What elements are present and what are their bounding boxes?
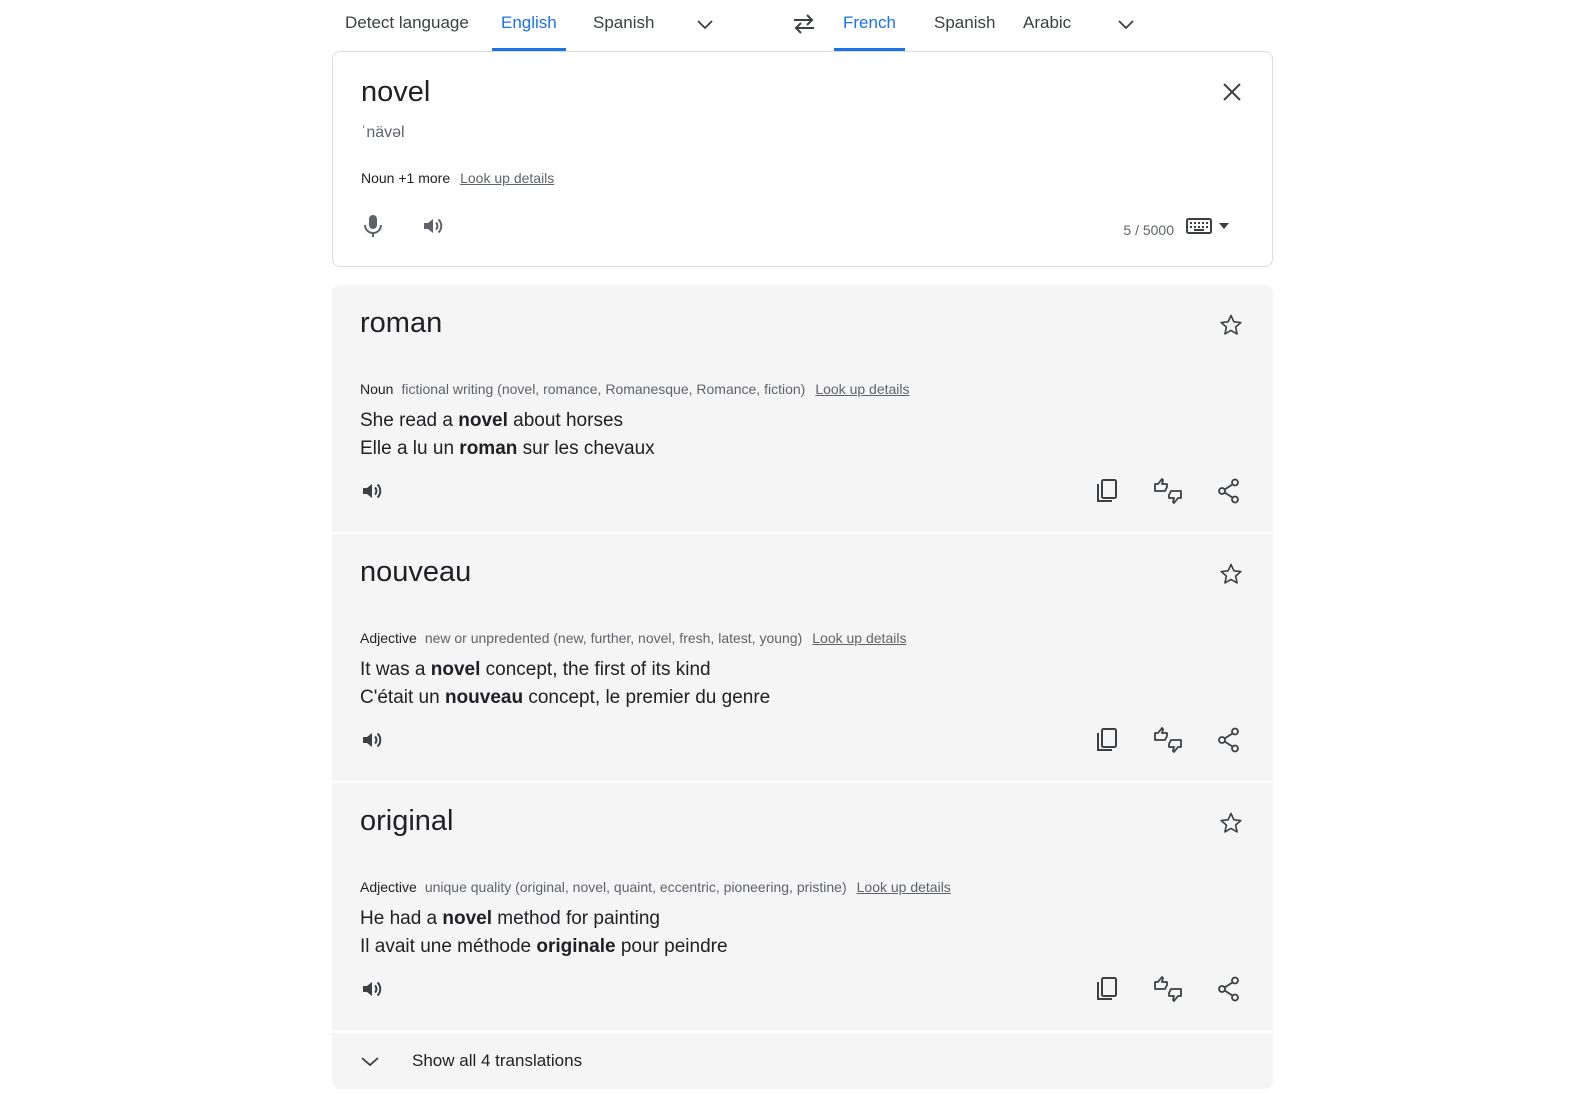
speaker-icon[interactable] [354,473,390,509]
definition-text: new or unpredented (new, further, novel, fresh, latest, young) [424,630,803,646]
definition-text: unique quality (original, novel, quaint, eccentric, pioneering, pristine) [424,879,847,895]
example-highlight: originale [536,936,616,957]
tab-source-english[interactable]: English [492,0,566,51]
translation-card [332,534,1273,781]
tab-target-spanish[interactable]: Spanish [934,13,996,32]
chevron-down-icon[interactable] [693,12,717,36]
part-of-speech: Adjective [360,630,417,646]
look-up-details-link[interactable]: Look up details [460,170,555,186]
star-icon[interactable] [1213,805,1249,841]
speaker-icon[interactable] [415,208,451,244]
example-highlight: novel [430,659,481,680]
star-icon[interactable] [1213,556,1249,592]
translation-word: original [360,805,454,837]
tab-source-spanish[interactable]: Spanish [593,13,655,32]
example-text: concept, the first of its kind [480,659,711,680]
example-text: He had a [360,908,443,929]
chevron-down-icon [352,1043,388,1079]
microphone-icon[interactable] [355,208,391,244]
share-icon[interactable] [1211,473,1247,509]
copy-icon[interactable] [1089,971,1125,1007]
example-text: sur les chevaux [517,438,655,459]
share-icon[interactable] [1211,722,1247,758]
source-input-card [332,51,1273,267]
example-highlight: novel [442,908,493,929]
pos-summary: Noun +1 more [361,170,451,186]
character-count: 5 / 5000 [1123,222,1174,238]
star-icon[interactable] [1213,307,1249,343]
language-bar [332,0,1273,52]
part-of-speech: Adjective [360,879,417,895]
source-text[interactable]: novel [361,76,431,108]
translation-card [332,783,1273,1030]
example-target [360,438,655,460]
translation-word: nouveau [360,556,472,588]
example-target [360,687,770,709]
example-source [360,659,711,681]
example-text: Il avait une méthode [360,936,537,957]
example-text: pour peindre [615,936,728,957]
example-source [360,908,660,930]
example-text: It was a [360,659,431,680]
phonetic-text: ˈnävəl [361,124,405,141]
divider [332,1030,1273,1032]
close-icon[interactable] [1214,74,1250,110]
look-up-details-link[interactable]: Look up details [815,381,910,397]
example-text: C'était un [360,687,445,708]
translation-word: roman [360,307,443,339]
source-pos-line [361,170,554,186]
caret-down-icon[interactable] [1213,208,1235,244]
look-up-details-link[interactable]: Look up details [812,630,907,646]
speaker-icon[interactable] [354,971,390,1007]
tab-detect-language[interactable]: Detect language [345,13,469,32]
example-text: method for painting [492,908,660,929]
definition-line [360,630,906,646]
keyboard-icon[interactable] [1181,208,1217,244]
definition-text: fictional writing (novel, romance, Romanesque, Romance, fiction) [401,381,806,397]
speaker-icon[interactable] [354,722,390,758]
feedback-icon[interactable] [1150,722,1186,758]
example-highlight: roman [459,438,518,459]
example-text: concept, le premier du genre [523,687,771,708]
feedback-icon[interactable] [1150,473,1186,509]
show-all-label: Show all 4 translations [412,1051,583,1070]
example-text: She read a [360,410,459,431]
copy-icon[interactable] [1089,722,1125,758]
feedback-icon[interactable] [1150,971,1186,1007]
example-highlight: nouveau [444,687,524,708]
example-source [360,410,623,432]
tab-target-arabic[interactable]: Arabic [1023,13,1072,32]
swap-icon[interactable] [790,10,818,38]
part-of-speech: Noun [360,381,394,397]
translation-card [332,285,1273,532]
example-text: about horses [507,410,624,431]
translator [332,0,1273,1070]
copy-icon[interactable] [1089,473,1125,509]
tab-target-french[interactable]: French [834,0,905,51]
definition-line [360,879,951,895]
example-text: Elle a lu un [360,438,460,459]
example-highlight: novel [458,410,508,431]
definition-line [360,381,910,397]
share-icon[interactable] [1211,971,1247,1007]
show-all-translations-button[interactable] [332,1033,1273,1089]
example-target [360,936,728,958]
chevron-down-icon[interactable] [1114,12,1138,36]
look-up-details-link[interactable]: Look up details [856,879,951,895]
